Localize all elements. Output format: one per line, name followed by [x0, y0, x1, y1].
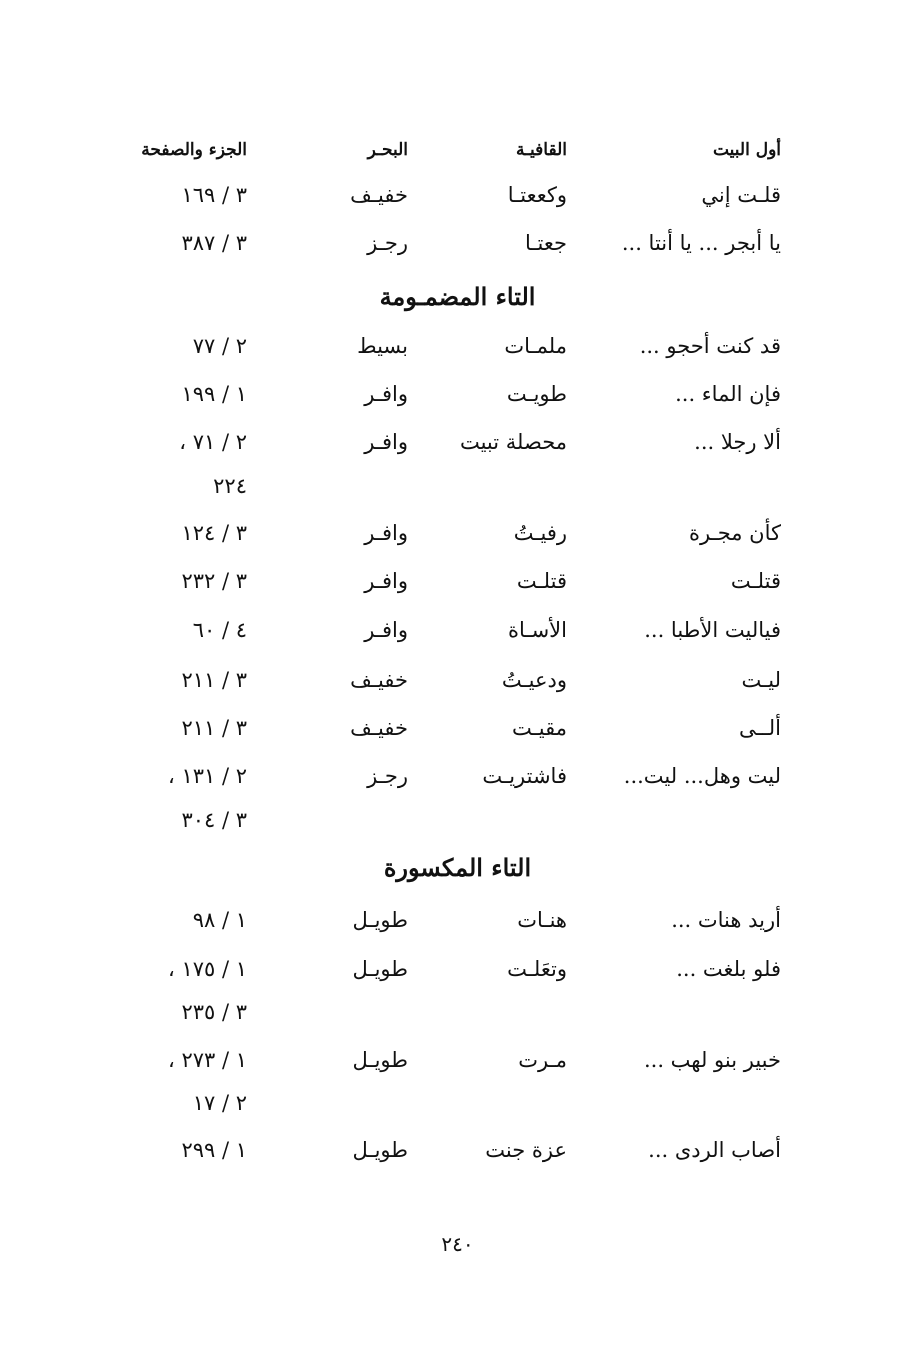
table-row: [0, 569, 915, 603]
meter-cell: طويـل: [352, 908, 408, 932]
reference-cell: ١ / ١٧٥ ،: [167, 957, 247, 981]
rhyme-cell: قتلـت: [516, 569, 567, 593]
table-row-continuation: [0, 1000, 915, 1034]
meter-cell: وافـر: [364, 430, 408, 454]
reference-cell: ٣ / ١٦٩: [181, 183, 247, 207]
section-heading: التاء المكسورة: [383, 853, 532, 882]
table-row: [0, 183, 915, 217]
reference-cell: ٣ / ٢٣٢: [181, 569, 247, 593]
first-line-cell: قلـت إني: [701, 183, 781, 207]
rhyme-cell: جعتـا: [525, 231, 567, 255]
meter-cell: طويـل: [352, 1048, 408, 1072]
table-row: [0, 382, 915, 416]
table-row: [0, 764, 915, 798]
rhyme-cell: مقيـت: [512, 716, 567, 740]
first-line-cell: قتلـت: [730, 569, 781, 593]
first-line-cell: كأن مجـرة: [688, 521, 781, 545]
reference-cell: ١ / ٢٩٩: [181, 1138, 247, 1162]
first-line-cell: أصاب الردى ...: [648, 1138, 781, 1162]
meter-cell: بسيط: [357, 334, 408, 358]
rhyme-cell: مـرت: [518, 1048, 567, 1072]
meter-cell: وافـر: [364, 618, 408, 642]
rhyme-cell: هنـات: [517, 908, 567, 932]
table-row: [0, 668, 915, 702]
rhyme-cell: عزة جنت: [485, 1138, 567, 1162]
meter-cell: خفيـف: [350, 716, 408, 740]
header-rhyme: القافيـة: [515, 140, 567, 160]
reference-cell: ٤ / ٦٠: [192, 618, 247, 642]
rhyme-cell: ملمـات: [504, 334, 567, 358]
first-line-cell: فإن الماء ...: [675, 382, 781, 406]
rhyme-cell: الأسـاة: [508, 618, 567, 642]
reference-cell-continued: ٢ / ١٧: [192, 1091, 247, 1115]
meter-cell: رجـز: [367, 764, 408, 788]
meter-cell: وافـر: [364, 521, 408, 545]
reference-cell-continued: ٣ / ٢٣٥: [181, 1000, 247, 1024]
reference-cell-continued: ٣ / ٣٠٤: [181, 808, 247, 832]
table-row: [0, 1048, 915, 1082]
first-line-cell: ليـت: [741, 668, 781, 692]
rhyme-cell: محصلة تبيت: [459, 430, 567, 454]
first-line-cell: قد كنت أحجو ...: [639, 334, 781, 358]
table-row: [0, 231, 915, 265]
table-row: [0, 957, 915, 991]
reference-cell: ٢ / ٧١ ،: [179, 430, 247, 454]
meter-cell: خفيـف: [350, 668, 408, 692]
table-row: [0, 430, 915, 464]
reference-cell: ٢ / ١٣١ ،: [167, 764, 247, 788]
table-row: [0, 618, 915, 652]
table-row: [0, 521, 915, 555]
table-row-continuation: [0, 808, 915, 842]
rhyme-cell: رفيـتُ: [513, 521, 567, 545]
reference-cell: ٣ / ٣٨٧: [181, 231, 247, 255]
rhyme-cell: وكععتـا: [507, 183, 567, 207]
table-row: [0, 908, 915, 942]
meter-cell: طويـل: [352, 1138, 408, 1162]
header-volume-page: الجزء والصفحة: [141, 140, 247, 160]
first-line-cell: ألــى: [738, 716, 781, 740]
first-line-cell: ألا رجلا ...: [694, 430, 781, 454]
rhyme-cell: وتعَلـت: [507, 957, 567, 981]
section-heading: التاء المضمـومة: [379, 282, 536, 311]
reference-cell: ٣ / ٢١١: [181, 716, 247, 740]
rhyme-cell: فاشتريـت: [482, 764, 567, 788]
table-row: [0, 1138, 915, 1172]
meter-cell: طويـل: [352, 957, 408, 981]
first-line-cell: أريد هنات ...: [671, 908, 781, 932]
meter-cell: رجـز: [367, 231, 408, 255]
reference-cell: ١ / ٩٨: [192, 908, 247, 932]
table-header: [0, 140, 915, 170]
meter-cell: وافـر: [364, 382, 408, 406]
header-first-line: أول البيت: [712, 140, 781, 160]
meter-cell: وافـر: [364, 569, 408, 593]
meter-cell: خفيـف: [350, 183, 408, 207]
first-line-cell: يا أبجر ... يا أنتا ...: [621, 231, 781, 255]
first-line-cell: فلو بلغت ...: [676, 957, 781, 981]
reference-cell-continued: ٢٢٤: [213, 474, 247, 498]
table-row: [0, 716, 915, 750]
page-number: ٢٤٠: [441, 1232, 474, 1256]
rhyme-cell: طويـت: [506, 382, 567, 406]
header-meter: البحـر: [367, 140, 408, 160]
reference-cell: ٣ / ١٢٤: [181, 521, 247, 545]
first-line-cell: خبير بنو لهب ...: [643, 1048, 781, 1072]
first-line-cell: فياليت الأطبا ...: [644, 618, 781, 642]
table-row-continuation: [0, 474, 915, 508]
table-row-continuation: [0, 1091, 915, 1125]
reference-cell: ٣ / ٢١١: [181, 668, 247, 692]
table-row: [0, 334, 915, 368]
reference-cell: ٢ / ٧٧: [192, 334, 247, 358]
reference-cell: ١ / ٢٧٣ ،: [167, 1048, 247, 1072]
first-line-cell: ليت وهل... ليت...: [623, 764, 781, 788]
rhyme-cell: ودعيـتُ: [501, 668, 567, 692]
reference-cell: ١ / ١٩٩: [181, 382, 247, 406]
